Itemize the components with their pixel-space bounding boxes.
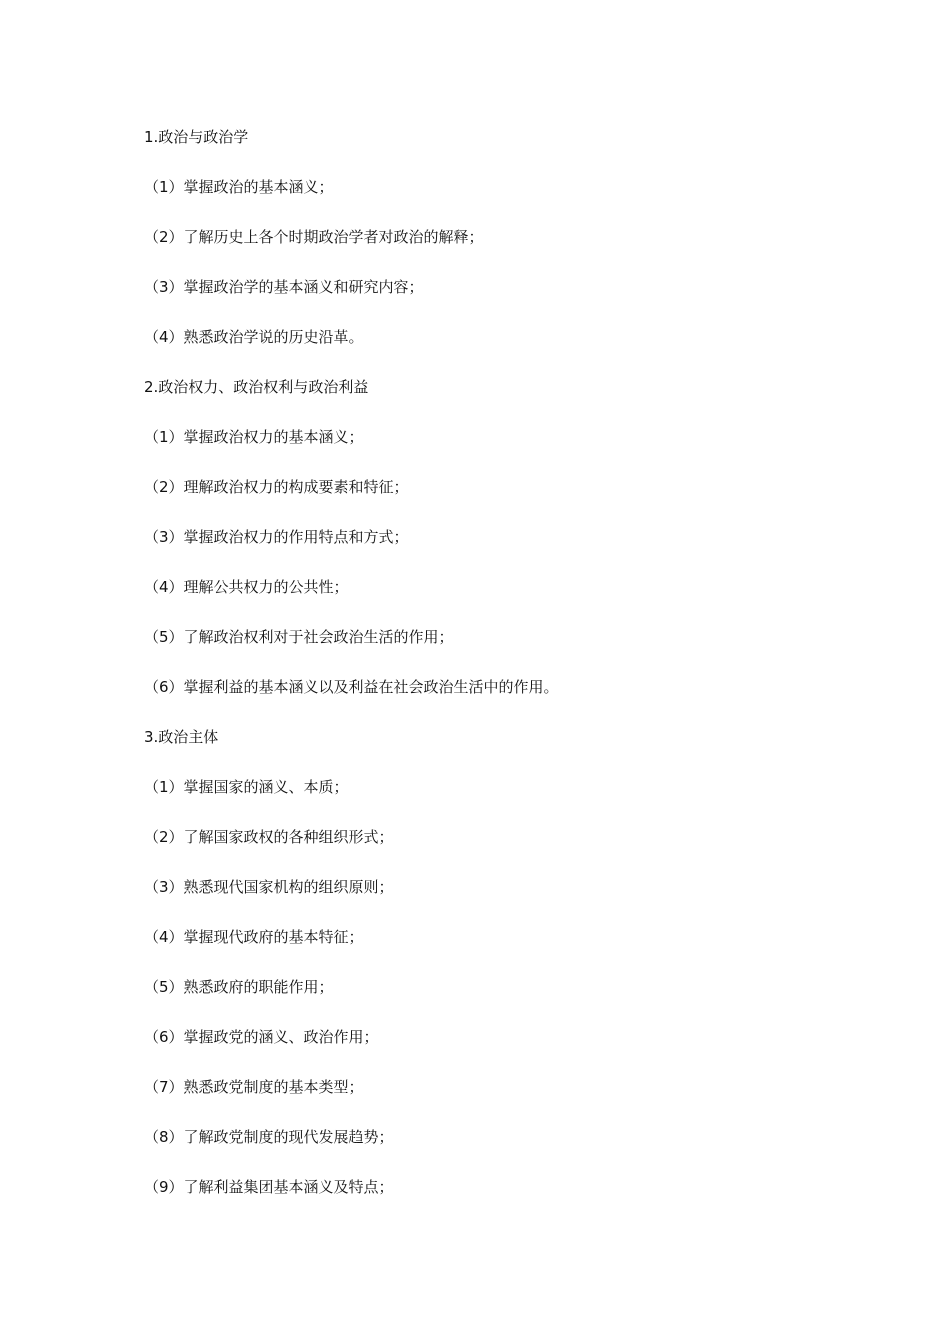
- list-item: （1）掌握政治的基本涵义；: [144, 178, 334, 196]
- list-item: （2）了解国家政权的各种组织形式；: [144, 828, 394, 846]
- list-item: （3）熟悉现代国家机构的组织原则；: [144, 878, 394, 896]
- document-body: [144, 124, 844, 1224]
- list-item: （5）了解政治权利对于社会政治生活的作用；: [144, 628, 454, 646]
- list-item: （7）熟悉政党制度的基本类型；: [144, 1078, 364, 1096]
- section-heading: 3.政治主体: [144, 728, 219, 746]
- list-item: （1）掌握国家的涵义、本质；: [144, 778, 349, 796]
- list-item: （1）掌握政治权力的基本涵义；: [144, 428, 364, 446]
- list-item: （4）熟悉政治学说的历史沿革。: [144, 328, 364, 346]
- list-item: （6）掌握利益的基本涵义以及利益在社会政治生活中的作用。: [144, 678, 559, 696]
- list-item: （5）熟悉政府的职能作用；: [144, 978, 334, 996]
- section-heading: 2.政治权力、政治权利与政治利益: [144, 378, 369, 396]
- list-item: （6）掌握政党的涵义、政治作用；: [144, 1028, 379, 1046]
- list-item: （9）了解利益集团基本涵义及特点；: [144, 1178, 394, 1196]
- list-item: （4）理解公共权力的公共性；: [144, 578, 349, 596]
- list-item: （3）掌握政治学的基本涵义和研究内容；: [144, 278, 424, 296]
- section-heading: 1.政治与政治学: [144, 128, 249, 146]
- list-item: （8）了解政党制度的现代发展趋势；: [144, 1128, 394, 1146]
- list-item: （3）掌握政治权力的作用特点和方式；: [144, 528, 409, 546]
- list-item: （2）了解历史上各个时期政治学者对政治的解释；: [144, 228, 484, 246]
- list-item: （2）理解政治权力的构成要素和特征；: [144, 478, 409, 496]
- list-item: （4）掌握现代政府的基本特征；: [144, 928, 364, 946]
